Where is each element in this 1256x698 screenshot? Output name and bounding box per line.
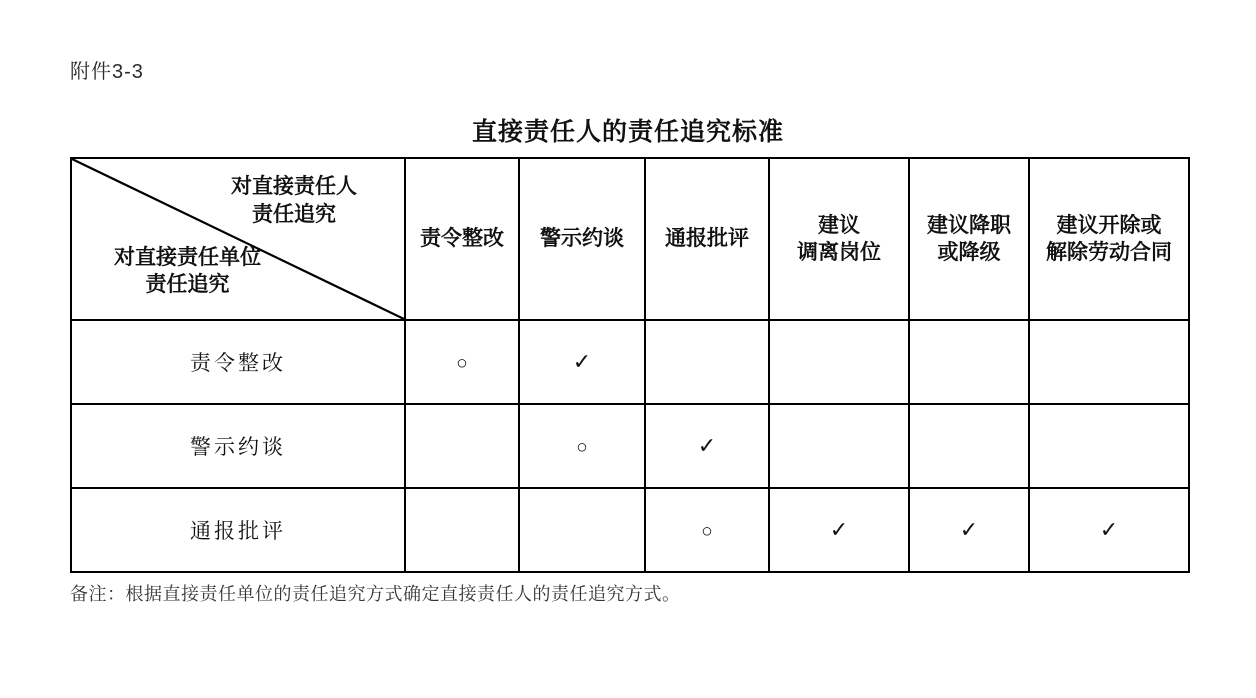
table-row (71, 488, 1189, 572)
matrix-corner-cell (71, 158, 405, 320)
cell-r2c4 (769, 404, 909, 488)
column-header-6 (1029, 158, 1189, 320)
column-header-4-line2: 调离岗位 (797, 241, 881, 264)
cell-r2c3 (645, 404, 769, 488)
cell-r1c2 (519, 320, 645, 404)
column-header-6-line1: 建议开除或 (1056, 213, 1162, 237)
cell-r2c2 (519, 404, 645, 488)
column-header-2 (519, 158, 645, 320)
mark-circle-icon: ○ (701, 520, 713, 542)
attachment-label: 附件3-3 (70, 61, 144, 83)
cell-r1c6 (1029, 320, 1189, 404)
mark-check-icon: ✓ (829, 516, 849, 542)
page-title: 直接责任人的责任追究标准 (471, 118, 784, 146)
mark-circle-icon: ○ (456, 352, 468, 374)
column-header-1 (405, 158, 519, 320)
mark-check-icon: ✓ (1099, 516, 1119, 542)
corner-column-axis-label (194, 173, 394, 228)
column-header-1-line1: 责令整改 (420, 227, 504, 251)
cell-r2c5 (909, 404, 1029, 488)
cell-r3c3 (645, 488, 769, 572)
column-header-5-line2: 或降级 (937, 241, 1001, 264)
cell-r3c5 (909, 488, 1029, 572)
cell-r2c6 (1029, 404, 1189, 488)
column-header-3 (645, 158, 769, 320)
corner-column-axis-line1: 对直接责任人 (231, 175, 357, 198)
table-row (71, 320, 1189, 404)
column-header-4-line1: 建议 (818, 213, 860, 237)
column-header-2-line1: 警示约谈 (540, 227, 624, 251)
cell-r1c4 (769, 320, 909, 404)
responsibility-matrix-table (70, 157, 1188, 573)
column-header-3-line1: 通报批评 (665, 227, 749, 251)
table-row (71, 404, 1189, 488)
cell-r3c1 (405, 488, 519, 572)
mark-check-icon: ✓ (572, 348, 592, 374)
column-header-4 (769, 158, 909, 320)
mark-check-icon: ✓ (959, 516, 979, 542)
mark-circle-icon: ○ (576, 436, 588, 458)
row-header-2: 警示约谈 (71, 404, 405, 488)
cell-r1c5 (909, 320, 1029, 404)
cell-r2c1 (405, 404, 519, 488)
cell-r3c2 (519, 488, 645, 572)
corner-row-axis-line2: 责任追究 (145, 273, 230, 297)
cell-r3c4 (769, 488, 909, 572)
column-header-5-line1: 建议降职 (927, 213, 1011, 237)
row-header-3: 通报批评 (71, 488, 405, 572)
table-note: 备注：根据直接责任单位的责任追究方式确定直接责任人的责任追究方式。 (70, 584, 681, 604)
column-header-6-line2: 解除劳动合同 (1046, 241, 1172, 264)
table-header-row (71, 158, 1189, 320)
corner-row-axis-label (80, 244, 295, 299)
mark-check-icon: ✓ (697, 432, 717, 458)
corner-column-axis-line2: 责任追究 (252, 202, 336, 226)
column-header-5 (909, 158, 1029, 320)
cell-r3c6 (1029, 488, 1189, 572)
cell-r1c1 (405, 320, 519, 404)
corner-row-axis-line1: 对直接责任单位 (114, 245, 261, 269)
row-header-1: 责令整改 (71, 320, 405, 404)
cell-r1c3 (645, 320, 769, 404)
